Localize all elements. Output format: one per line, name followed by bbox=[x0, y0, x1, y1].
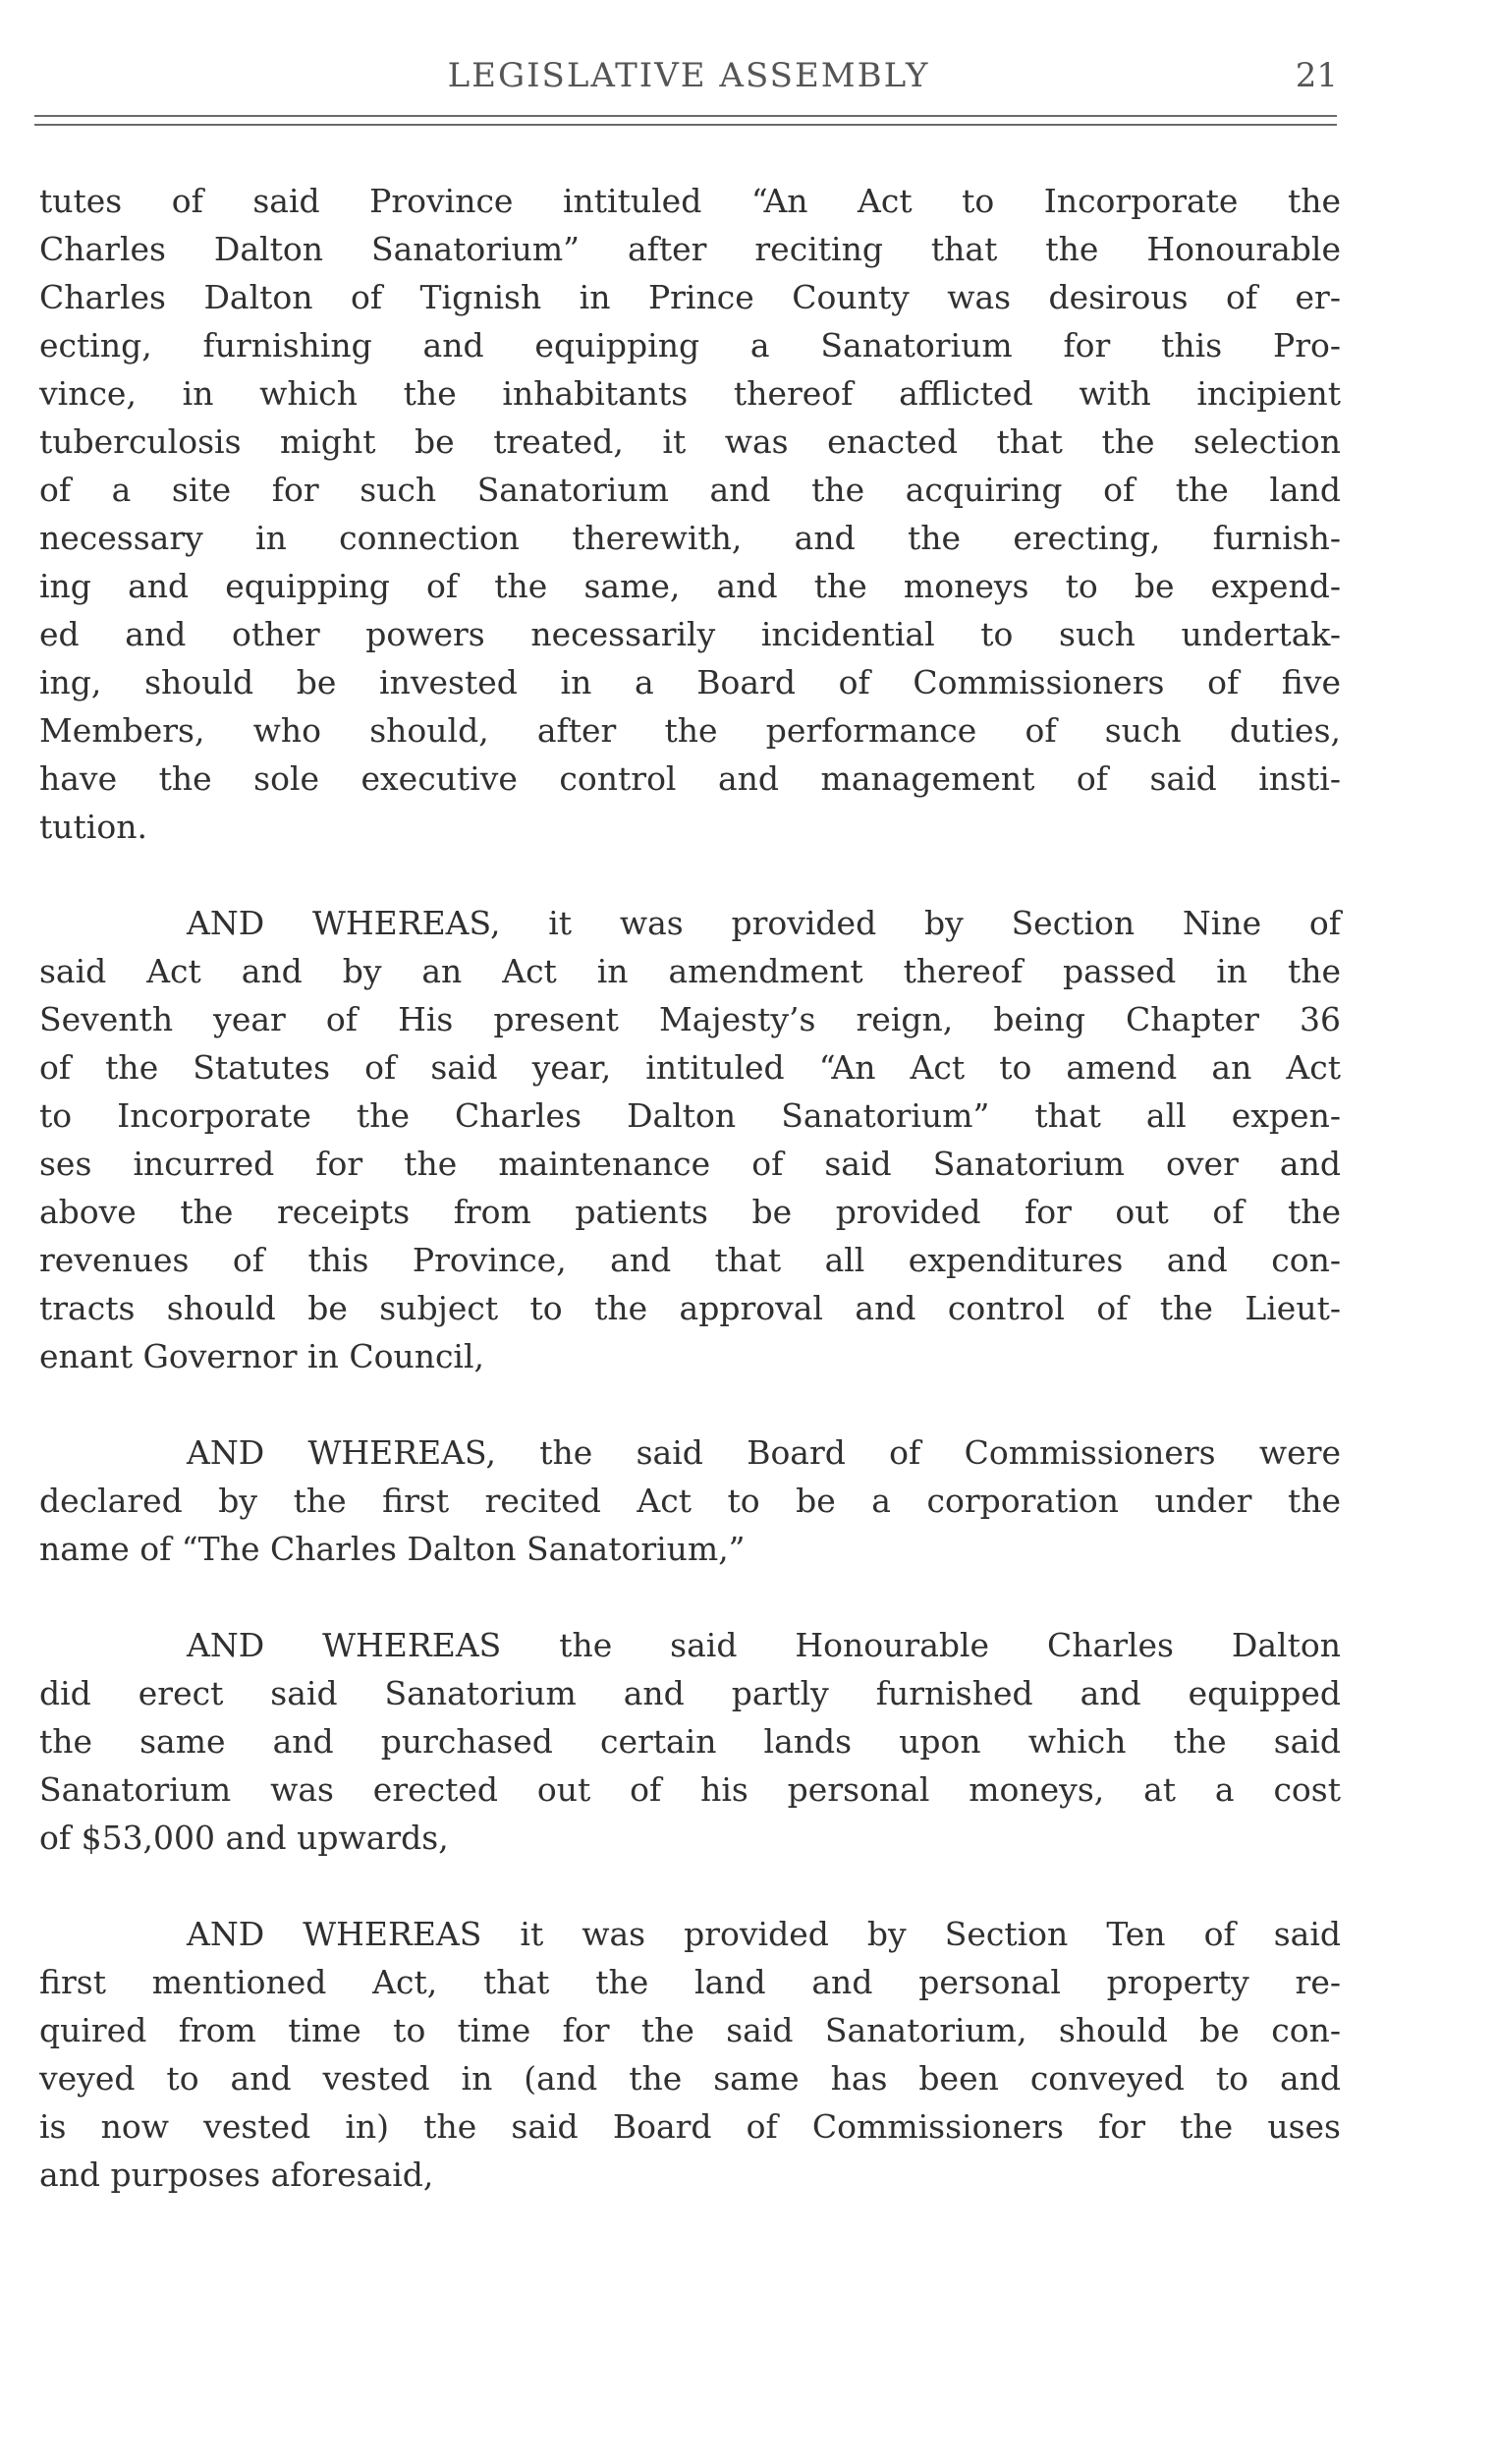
text-line: AND WHEREAS, it was provided by Section Nine of bbox=[187, 904, 1341, 942]
text-line: ing, should be invested in a Board of Commissioners of five bbox=[39, 663, 1341, 701]
paragraph-2 bbox=[39, 899, 1351, 1380]
paragraph-1 bbox=[39, 177, 1351, 851]
text-line: did erect said Sanatorium and partly furnished and equipped bbox=[39, 1674, 1341, 1712]
text-line: ed and other powers necessarily incidential to such undertak- bbox=[39, 615, 1341, 653]
header-rule-top bbox=[34, 115, 1337, 117]
text-line: tracts should be subject to the approval and control of the Lieut- bbox=[39, 1289, 1341, 1327]
text-line: is now vested in) the said Board of Commissioners for the uses bbox=[39, 2107, 1341, 2146]
text-line: AND WHEREAS, the said Board of Commissioners were bbox=[187, 1433, 1341, 1472]
text-line: of the Statutes of said year, intituled “An Act to amend an Act bbox=[39, 1048, 1341, 1087]
paragraph-5 bbox=[39, 1910, 1351, 2199]
running-head bbox=[39, 49, 1338, 102]
paragraph-3 bbox=[39, 1428, 1351, 1573]
text-line: the same and purchased certain lands upon which the said bbox=[39, 1722, 1341, 1761]
text-line: of a site for such Sanatorium and the acquiring of the land bbox=[39, 471, 1341, 509]
text-line: first mentioned Act, that the land and personal property re- bbox=[39, 1963, 1341, 2001]
running-title: LEGISLATIVE ASSEMBLY bbox=[447, 56, 930, 95]
text-line: Seventh year of His present Majesty’s reign, being Chapter 36 bbox=[39, 1000, 1341, 1038]
text-line: veyed to and vested in (and the same has been conveyed to and bbox=[39, 2059, 1341, 2098]
text-line: Members, who should, after the performance of such duties, bbox=[39, 711, 1341, 750]
text-line: AND WHEREAS the said Honourable Charles Dalton bbox=[187, 1626, 1341, 1664]
text-line: ing and equipping of the same, and the moneys to be expend- bbox=[39, 567, 1341, 605]
text-line: to Incorporate the Charles Dalton Sanatorium” that all expen- bbox=[39, 1096, 1341, 1135]
text-line: tution. bbox=[39, 808, 147, 846]
text-line: said Act and by an Act in amendment thereof passed in the bbox=[39, 952, 1341, 990]
text-line: have the sole executive control and management of said insti- bbox=[39, 759, 1341, 798]
text-line: revenues of this Province, and that all expenditures and con- bbox=[39, 1241, 1341, 1279]
body-text bbox=[39, 177, 1351, 2199]
paragraph-gap bbox=[39, 1573, 1351, 1621]
text-line: and purposes aforesaid, bbox=[39, 2156, 434, 2194]
paragraph-4 bbox=[39, 1621, 1351, 1862]
paragraph-gap bbox=[39, 1380, 1351, 1428]
text-line: Charles Dalton of Tignish in Prince County was desirous of er- bbox=[39, 278, 1341, 316]
text-line: tuberculosis might be treated, it was enacted that the selection bbox=[39, 422, 1341, 461]
text-line: tutes of said Province intituled “An Act to Incorporate the bbox=[39, 182, 1341, 220]
text-line: enant Governor in Council, bbox=[39, 1337, 485, 1375]
text-line: vince, in which the inhabitants thereof afflicted with incipient bbox=[39, 374, 1341, 413]
text-line: above the receipts from patients be provided for out of the bbox=[39, 1193, 1341, 1231]
text-line: declared by the first recited Act to be a corporation under the bbox=[39, 1482, 1341, 1520]
text-line: Sanatorium was erected out of his personal moneys, at a cost bbox=[39, 1770, 1341, 1809]
text-line: AND WHEREAS it was provided by Section Ten of said bbox=[187, 1915, 1341, 1953]
paragraph-gap bbox=[39, 851, 1351, 899]
paragraph-gap bbox=[39, 1862, 1351, 1910]
page-number: 21 bbox=[1295, 56, 1338, 95]
text-line: quired from time to time for the said Sanatorium, should be con- bbox=[39, 2011, 1341, 2049]
text-line: ses incurred for the maintenance of said Sanatorium over and bbox=[39, 1145, 1341, 1183]
text-line: ecting, furnishing and equipping a Sanatorium for this Pro- bbox=[39, 326, 1341, 364]
header-rule-bottom bbox=[34, 124, 1337, 126]
text-line: necessary in connection therewith, and the erecting, furnish- bbox=[39, 519, 1341, 557]
text-line: of $53,000 and upwards, bbox=[39, 1819, 449, 1857]
text-line: name of “The Charles Dalton Sanatorium,” bbox=[39, 1530, 746, 1568]
text-line: Charles Dalton Sanatorium” after reciting that the Honourable bbox=[39, 230, 1341, 268]
